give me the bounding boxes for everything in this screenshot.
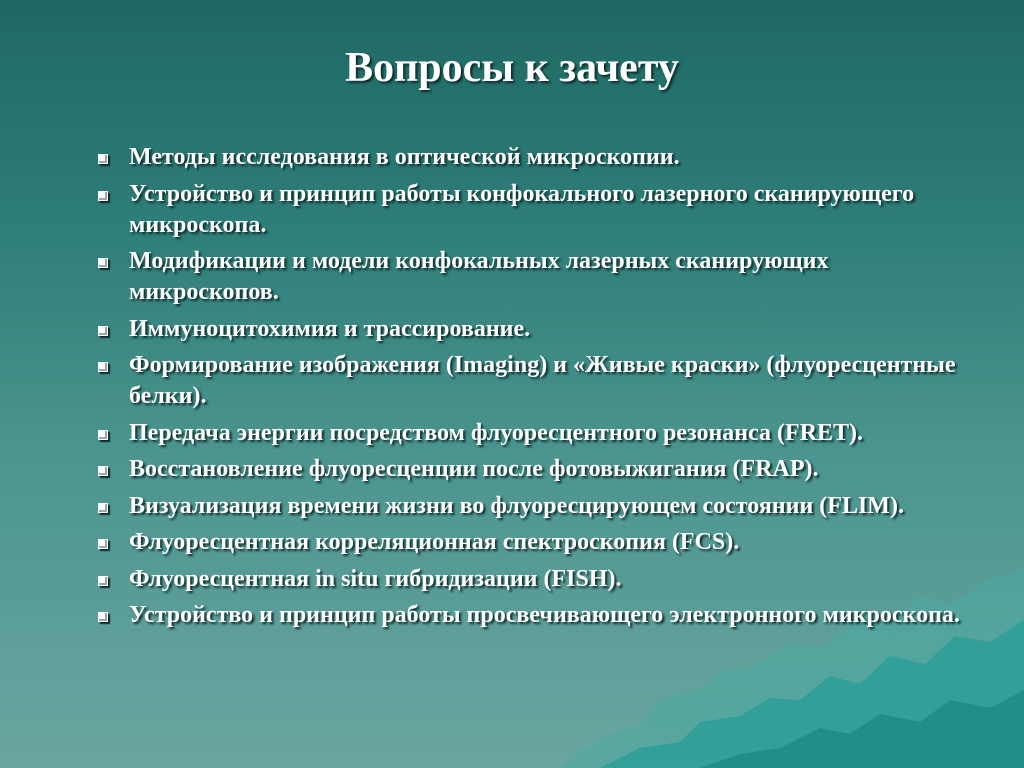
list-item-text: Восстановление флуоресценции после фотовыжигания (FRAP).	[129, 456, 819, 482]
list-item	[96, 564, 976, 595]
list-item-text: Флуоресцентная in situ гибридизации (FISH).	[129, 565, 622, 592]
list-item-text: Методы исследования в оптической микроскопии.	[129, 144, 680, 170]
list-item	[96, 527, 976, 558]
square-bullet-icon	[98, 466, 108, 476]
list-item-text: Формирование изображения (Imaging) и «Живые краски» (флуоресцентные белки).	[129, 352, 956, 409]
list-item	[96, 350, 976, 412]
square-bullet-icon	[98, 191, 108, 201]
square-bullet-icon	[98, 362, 108, 372]
list-item-text: Визуализация времени жизни во флуоресцирующем состоянии (FLIM).	[129, 492, 904, 519]
square-bullet-icon	[98, 154, 108, 164]
list-item-text: Устройство и принцип работы просвечивающего электронного микроскопа.	[129, 602, 960, 628]
list-item	[96, 454, 976, 485]
square-bullet-icon	[98, 539, 108, 549]
square-bullet-icon	[98, 503, 108, 513]
list-item	[96, 418, 976, 449]
square-bullet-icon	[98, 576, 108, 586]
square-bullet-icon	[98, 258, 108, 268]
list-item-text: Устройство и принцип работы конфокального лазерного сканирующего микроскопа.	[129, 180, 915, 238]
list-item	[96, 246, 976, 308]
list-item	[96, 491, 976, 522]
list-item	[96, 314, 976, 345]
list-item-text: Иммуноцитохимия и трассирование.	[129, 315, 531, 342]
square-bullet-icon	[98, 326, 108, 336]
list-item-text: Модификации и модели конфокальных лазерных сканирующих микроскопов.	[129, 248, 829, 305]
list-item	[96, 600, 976, 631]
list-item	[96, 179, 976, 241]
square-bullet-icon	[98, 612, 108, 622]
list-item-text: Передача энергии посредством флуоресцентного резонанса (FRET).	[129, 419, 864, 446]
list-item	[96, 142, 976, 173]
questions-list	[96, 142, 976, 637]
slide-title: Вопросы к зачету	[345, 45, 679, 91]
square-bullet-icon	[98, 430, 108, 440]
list-item-text: Флуоресцентная корреляционная спектроскопия (FCS).	[129, 529, 740, 555]
